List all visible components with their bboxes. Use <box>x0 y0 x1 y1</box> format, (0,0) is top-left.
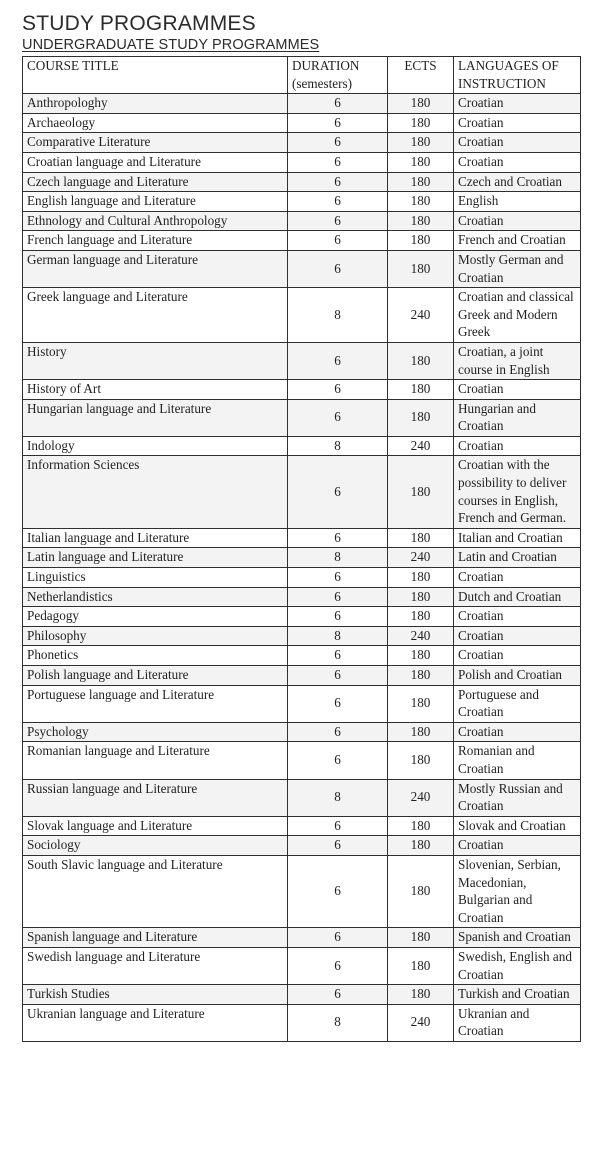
cell-duration: 8 <box>288 779 388 816</box>
column-header-duration <box>288 57 388 94</box>
cell-ects: 240 <box>388 548 454 568</box>
cell-duration: 6 <box>288 816 388 836</box>
cell-duration: 6 <box>288 646 388 666</box>
cell-ects: 180 <box>388 742 454 779</box>
cell-course-title: Comparative Literature <box>23 133 288 153</box>
cell-languages: Slovenian, Serbian, Macedonian, Bulgarian and Croatian <box>454 855 581 927</box>
cell-duration: 8 <box>288 288 388 343</box>
cell-ects: 180 <box>388 94 454 114</box>
table-row <box>23 211 581 231</box>
cell-course-title: South Slavic language and Literature <box>23 855 288 927</box>
table-row <box>23 985 581 1005</box>
table-row <box>23 928 581 948</box>
table-row <box>23 380 581 400</box>
cell-languages: Swedish, English and Croatian <box>454 947 581 984</box>
cell-ects: 180 <box>388 685 454 722</box>
cell-course-title: Russian language and Literature <box>23 779 288 816</box>
cell-ects: 180 <box>388 342 454 379</box>
cell-course-title: Latin language and Literature <box>23 548 288 568</box>
cell-languages: Croatian <box>454 94 581 114</box>
cell-course-title: Greek language and Literature <box>23 288 288 343</box>
page-title: STUDY PROGRAMMES <box>22 12 256 35</box>
cell-course-title: Romanian language and Literature <box>23 742 288 779</box>
cell-ects: 180 <box>388 380 454 400</box>
column-header-duration-line2: (semesters) <box>292 75 353 91</box>
table-row <box>23 1004 581 1041</box>
cell-duration: 6 <box>288 685 388 722</box>
cell-ects: 180 <box>388 947 454 984</box>
cell-languages: Mostly Russian and Croatian <box>454 779 581 816</box>
programmes-table <box>22 56 581 1042</box>
table-row <box>23 722 581 742</box>
cell-ects: 240 <box>388 626 454 646</box>
cell-ects: 180 <box>388 456 454 528</box>
table-row <box>23 172 581 192</box>
cell-ects: 180 <box>388 152 454 172</box>
cell-course-title: Slovak language and Literature <box>23 816 288 836</box>
cell-duration: 6 <box>288 133 388 153</box>
cell-course-title: Ukranian language and Literature <box>23 1004 288 1041</box>
cell-ects: 180 <box>388 607 454 627</box>
cell-duration: 6 <box>288 172 388 192</box>
cell-course-title: Ethnology and Cultural Anthropology <box>23 211 288 231</box>
column-header-duration-line1: DURATION <box>292 58 360 73</box>
cell-course-title: History <box>23 342 288 379</box>
cell-languages: Latin and Croatian <box>454 548 581 568</box>
cell-course-title: History of Art <box>23 380 288 400</box>
cell-languages: Hungarian and Croatian <box>454 399 581 436</box>
column-header-ects: ECTS <box>388 57 454 94</box>
cell-languages: Croatian with the possibility to deliver courses in English, French and German. <box>454 456 581 528</box>
table-row <box>23 250 581 287</box>
cell-course-title: Sociology <box>23 836 288 856</box>
cell-languages: Croatian, a joint course in English <box>454 342 581 379</box>
cell-course-title: Swedish language and Literature <box>23 947 288 984</box>
table-row <box>23 192 581 212</box>
column-header-course-title: COURSE TITLE <box>23 57 288 94</box>
cell-languages: Croatian <box>454 211 581 231</box>
cell-ects: 180 <box>388 231 454 251</box>
cell-duration: 6 <box>288 528 388 548</box>
cell-ects: 180 <box>388 587 454 607</box>
cell-languages: Mostly German and Croatian <box>454 250 581 287</box>
cell-course-title: Turkish Studies <box>23 985 288 1005</box>
table-row <box>23 685 581 722</box>
column-header-languages <box>454 57 581 94</box>
cell-languages: Spanish and Croatian <box>454 928 581 948</box>
cell-languages: Czech and Croatian <box>454 172 581 192</box>
table-body <box>23 94 581 1042</box>
cell-languages: Croatian <box>454 133 581 153</box>
cell-languages: Croatian <box>454 380 581 400</box>
cell-duration: 6 <box>288 607 388 627</box>
table-row <box>23 646 581 666</box>
cell-duration: 6 <box>288 666 388 686</box>
cell-duration: 6 <box>288 836 388 856</box>
cell-course-title: Polish language and Literature <box>23 666 288 686</box>
cell-course-title: Linguistics <box>23 568 288 588</box>
cell-ects: 180 <box>388 816 454 836</box>
cell-course-title: Italian language and Literature <box>23 528 288 548</box>
cell-course-title: Portuguese language and Literature <box>23 685 288 722</box>
table-row <box>23 779 581 816</box>
cell-languages: Ukranian and Croatian <box>454 1004 581 1041</box>
cell-ects: 180 <box>388 211 454 231</box>
cell-ects: 180 <box>388 722 454 742</box>
cell-course-title: Spanish language and Literature <box>23 928 288 948</box>
cell-course-title: Phonetics <box>23 646 288 666</box>
table-row <box>23 288 581 343</box>
table-row <box>23 231 581 251</box>
cell-course-title: Pedagogy <box>23 607 288 627</box>
cell-languages: Croatian <box>454 626 581 646</box>
cell-duration: 6 <box>288 211 388 231</box>
cell-ects: 180 <box>388 250 454 287</box>
cell-ects: 180 <box>388 133 454 153</box>
table-row <box>23 587 581 607</box>
cell-duration: 8 <box>288 626 388 646</box>
table-header-row <box>23 57 581 94</box>
cell-course-title: Archaeology <box>23 113 288 133</box>
cell-duration: 6 <box>288 342 388 379</box>
cell-languages: French and Croatian <box>454 231 581 251</box>
cell-duration: 6 <box>288 722 388 742</box>
cell-course-title: Netherlandistics <box>23 587 288 607</box>
cell-duration: 6 <box>288 456 388 528</box>
cell-languages: Polish and Croatian <box>454 666 581 686</box>
table-row <box>23 94 581 114</box>
table-row <box>23 626 581 646</box>
cell-languages: Croatian <box>454 113 581 133</box>
cell-ects: 180 <box>388 172 454 192</box>
cell-duration: 6 <box>288 113 388 133</box>
cell-ects: 180 <box>388 113 454 133</box>
cell-ects: 180 <box>388 855 454 927</box>
cell-ects: 240 <box>388 288 454 343</box>
column-header-languages-line2: INSTRUCTION <box>458 75 546 91</box>
cell-languages: Slovak and Croatian <box>454 816 581 836</box>
cell-languages: Romanian and Croatian <box>454 742 581 779</box>
cell-languages: Croatian <box>454 722 581 742</box>
cell-duration: 8 <box>288 548 388 568</box>
cell-ects: 180 <box>388 985 454 1005</box>
table-row <box>23 436 581 456</box>
table-row <box>23 399 581 436</box>
cell-ects: 180 <box>388 646 454 666</box>
cell-duration: 6 <box>288 399 388 436</box>
table-row <box>23 836 581 856</box>
cell-course-title: Psychology <box>23 722 288 742</box>
cell-ects: 180 <box>388 568 454 588</box>
cell-duration: 6 <box>288 231 388 251</box>
cell-duration: 8 <box>288 1004 388 1041</box>
cell-course-title: German language and Literature <box>23 250 288 287</box>
cell-ects: 240 <box>388 436 454 456</box>
table-row <box>23 113 581 133</box>
cell-duration: 6 <box>288 380 388 400</box>
cell-duration: 6 <box>288 192 388 212</box>
cell-course-title: English language and Literature <box>23 192 288 212</box>
cell-duration: 6 <box>288 855 388 927</box>
cell-languages: Portuguese and Croatian <box>454 685 581 722</box>
programmes-table-container <box>0 56 600 1042</box>
cell-duration: 6 <box>288 587 388 607</box>
cell-ects: 180 <box>388 399 454 436</box>
cell-course-title: Indology <box>23 436 288 456</box>
table-row <box>23 742 581 779</box>
cell-ects: 180 <box>388 528 454 548</box>
table-header <box>23 57 581 94</box>
cell-course-title: Czech language and Literature <box>23 172 288 192</box>
cell-ects: 240 <box>388 779 454 816</box>
cell-ects: 240 <box>388 1004 454 1041</box>
cell-ects: 180 <box>388 666 454 686</box>
table-row <box>23 456 581 528</box>
cell-ects: 180 <box>388 192 454 212</box>
table-row <box>23 342 581 379</box>
cell-languages: Croatian <box>454 607 581 627</box>
cell-course-title: Anthropologhy <box>23 94 288 114</box>
table-row <box>23 528 581 548</box>
cell-languages: Italian and Croatian <box>454 528 581 548</box>
cell-course-title: Information Sciences <box>23 456 288 528</box>
cell-languages: Croatian and classical Greek and Modern Greek <box>454 288 581 343</box>
table-row <box>23 607 581 627</box>
cell-duration: 6 <box>288 94 388 114</box>
table-row <box>23 133 581 153</box>
table-row <box>23 947 581 984</box>
table-row <box>23 855 581 927</box>
cell-languages: Dutch and Croatian <box>454 587 581 607</box>
table-row <box>23 152 581 172</box>
cell-languages: Croatian <box>454 836 581 856</box>
table-row <box>23 568 581 588</box>
table-row <box>23 548 581 568</box>
table-row <box>23 816 581 836</box>
cell-ects: 180 <box>388 836 454 856</box>
cell-languages: Croatian <box>454 152 581 172</box>
cell-languages: Croatian <box>454 568 581 588</box>
cell-course-title: French language and Literature <box>23 231 288 251</box>
cell-languages: Turkish and Croatian <box>454 985 581 1005</box>
cell-course-title: Croatian language and Literature <box>23 152 288 172</box>
cell-duration: 8 <box>288 436 388 456</box>
cell-course-title: Hungarian language and Literature <box>23 399 288 436</box>
cell-languages: Croatian <box>454 436 581 456</box>
cell-ects: 180 <box>388 928 454 948</box>
cell-duration: 6 <box>288 947 388 984</box>
cell-course-title: Philosophy <box>23 626 288 646</box>
cell-duration: 6 <box>288 928 388 948</box>
cell-languages: Croatian <box>454 646 581 666</box>
cell-duration: 6 <box>288 250 388 287</box>
page-subtitle: UNDERGRADUATE STUDY PROGRAMMES <box>22 37 320 53</box>
column-header-languages-line1: LANGUAGES OF <box>458 58 559 73</box>
table-row <box>23 666 581 686</box>
cell-languages: English <box>454 192 581 212</box>
cell-duration: 6 <box>288 985 388 1005</box>
cell-duration: 6 <box>288 568 388 588</box>
cell-duration: 6 <box>288 152 388 172</box>
cell-duration: 6 <box>288 742 388 779</box>
